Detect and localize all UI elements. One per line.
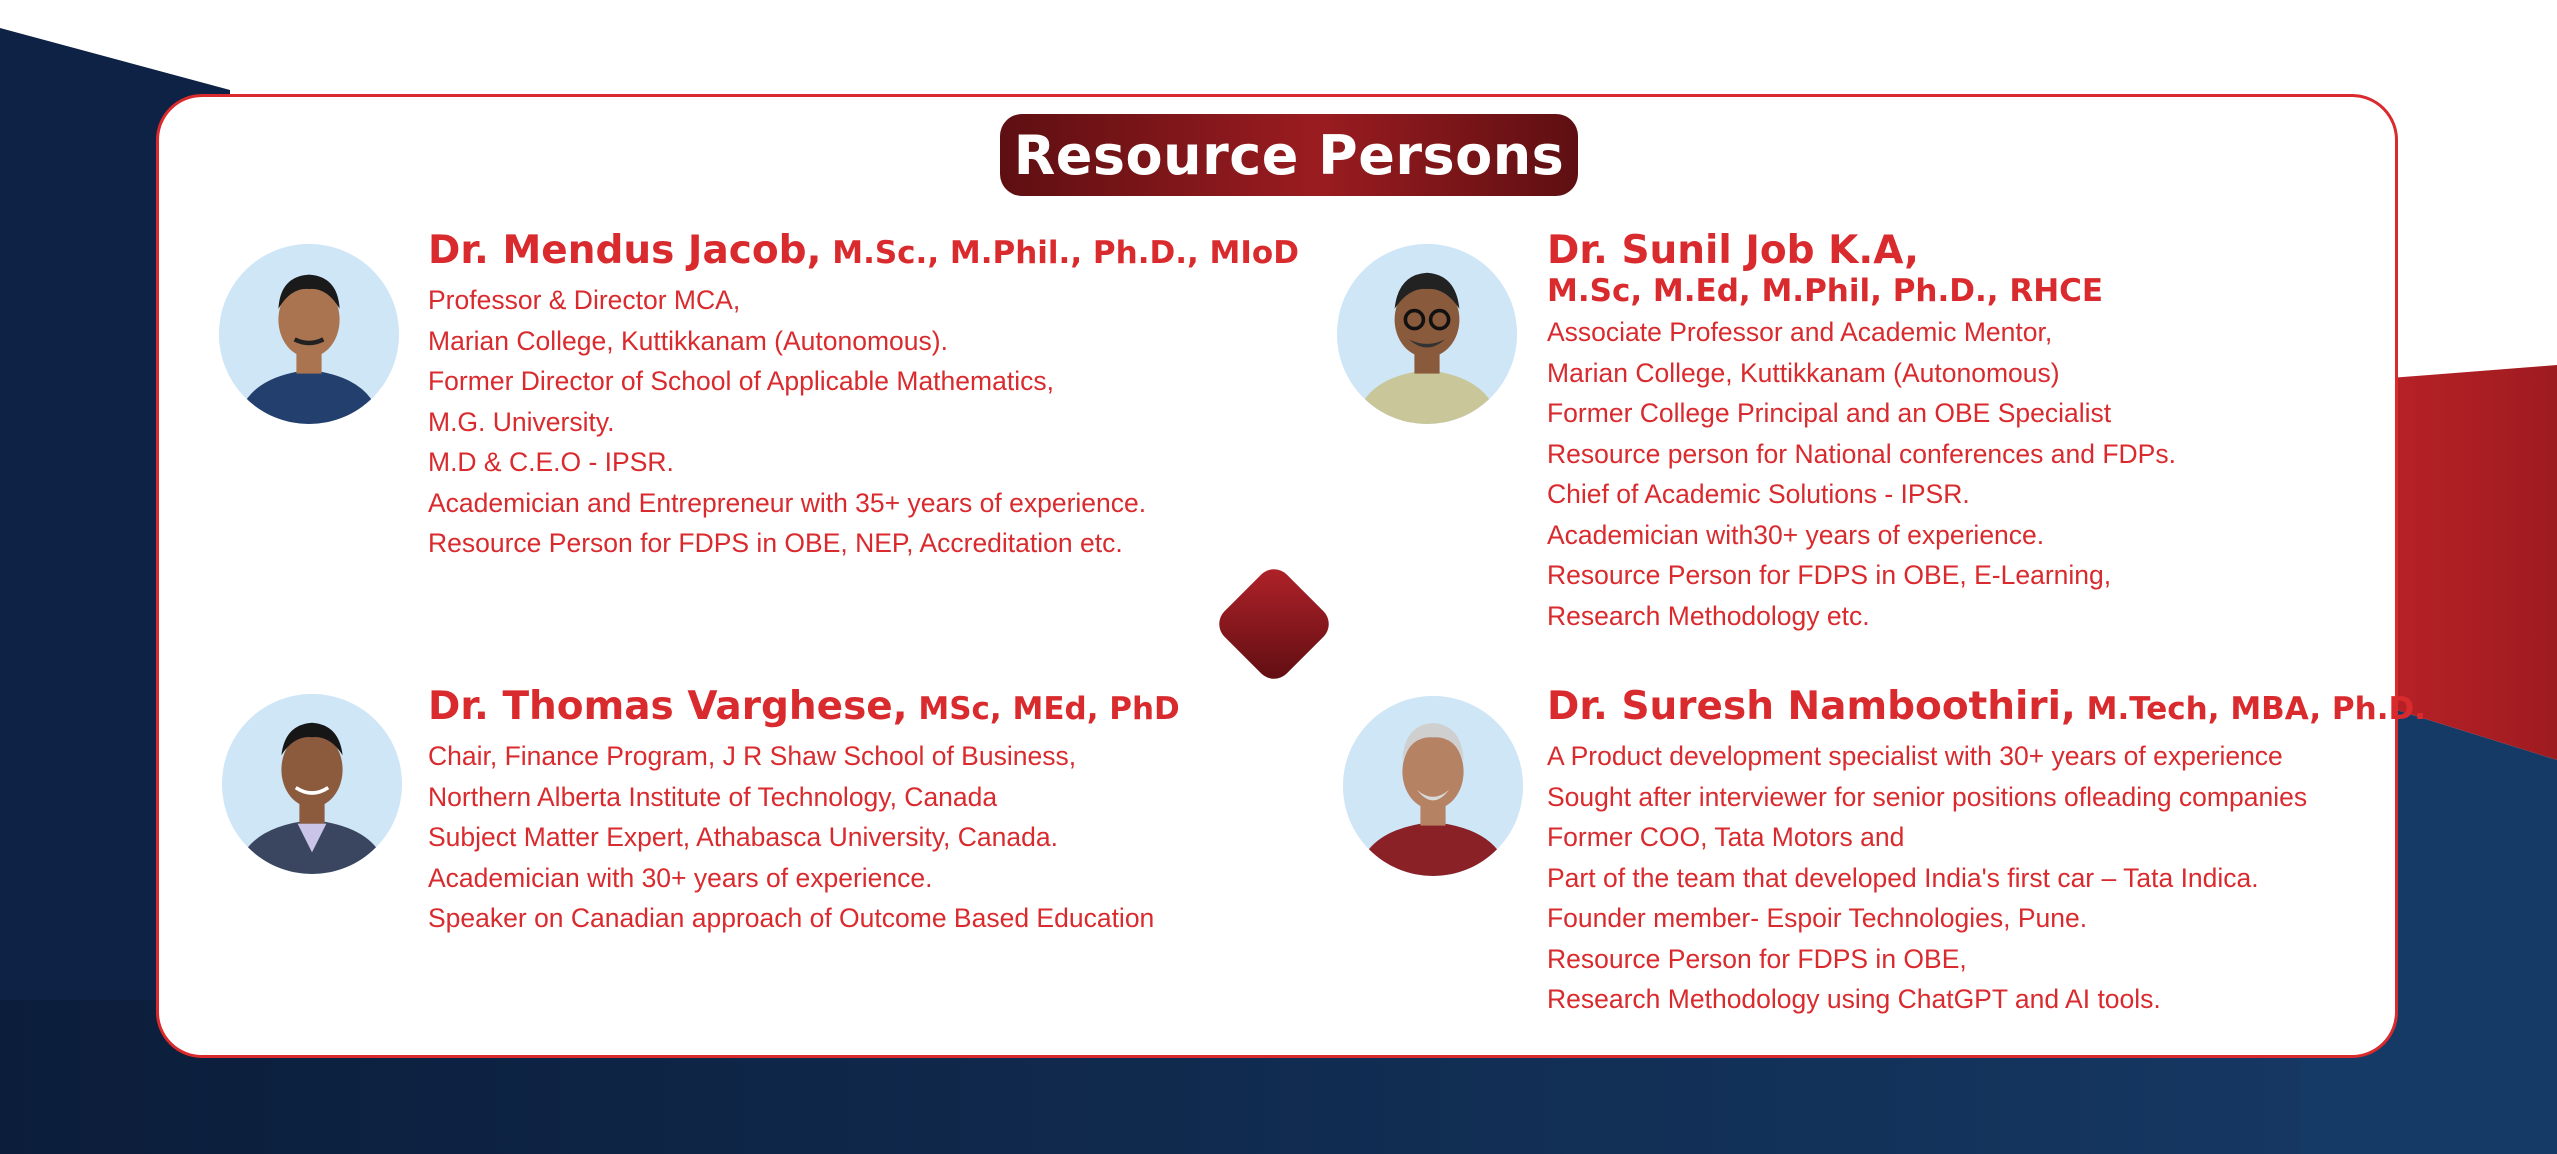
description-line: Speaker on Canadian approach of Outcome Based Education — [428, 903, 1155, 933]
description-line: A Product development specialist with 30+ years of experience — [1547, 741, 2283, 771]
description-line: Chief of Academic Solutions - IPSR. — [1547, 479, 1970, 509]
description-line: Research Methodology etc. — [1547, 600, 1870, 631]
description-line: Academician with 30+ years of experience. — [428, 862, 933, 893]
description-line: Marian College, Kuttikkanam (Autonomous) — [1547, 357, 2060, 388]
person-name: Dr. Suresh Namboothiri, — [1547, 684, 2076, 729]
description-line: Marian College, Kuttikkanam (Autonomous). — [428, 325, 948, 356]
person-description — [428, 736, 1180, 939]
portrait-photo-icon — [219, 244, 399, 424]
description-line: Sought after interviewer for senior positions ofleading companies — [1547, 781, 2308, 812]
title-badge — [1000, 114, 1578, 196]
description-line: Resource Person for FDPS in OBE, NEP, Accreditation etc. — [428, 528, 1123, 558]
description-line: M.G. University. — [428, 406, 615, 437]
description-line: Northern Alberta Institute of Technology, Canada — [428, 781, 998, 812]
description-line: Part of the team that developed India's first car – Tata Indica. — [1547, 862, 2259, 893]
person-qualifications: M.Sc., M.Phil., Ph.D., MIoD — [821, 235, 1299, 271]
person-name: Dr. Mendus Jacob, — [428, 228, 822, 273]
resource-person-card — [428, 228, 1299, 564]
person-description — [1547, 736, 2426, 1020]
portrait-photo-icon — [1337, 244, 1517, 424]
description-line: Former College Principal and an OBE Specialist — [1547, 398, 2112, 428]
person-description — [1547, 312, 2176, 636]
person-qualifications: M.Tech, MBA, Ph.D. — [2075, 691, 2427, 727]
portrait-photo-icon — [1343, 696, 1523, 876]
person-name-line — [1547, 228, 2176, 274]
description-line: Founder member- Espoir Technologies, Pune. — [1547, 903, 2088, 933]
description-line: Research Methodology using ChatGPT and AI tools. — [1547, 984, 2161, 1014]
person-name-line — [428, 228, 1299, 276]
description-line: Former COO, Tata Motors and — [1547, 822, 1905, 852]
description-line: Academician and Entrepreneur with 35+ years of experience. — [428, 487, 1147, 518]
person-qualifications: M.Sc, M.Ed, M.Phil, Ph.D., RHCE — [1547, 273, 2104, 309]
description-line: Chair, Finance Program, J R Shaw School of Business, — [428, 741, 1077, 771]
description-line: Professor & Director MCA, — [428, 285, 741, 315]
description-line: Resource person for National conferences and FDPs. — [1547, 438, 2176, 469]
person-name-line — [1547, 684, 2426, 732]
description-line: Resource Person for FDPS in OBE, E-Learning, — [1547, 560, 2112, 590]
resource-person-card — [428, 684, 1180, 939]
resource-person-card — [1547, 228, 2176, 636]
person-name: Dr. Sunil Job K.A, — [1547, 228, 1919, 273]
person-name-line — [428, 684, 1180, 732]
description-line: Resource Person for FDPS in OBE, — [1547, 943, 1967, 974]
person-name: Dr. Thomas Varghese, — [428, 684, 908, 729]
description-line: Academician with30+ years of experience. — [1547, 519, 2045, 550]
description-line: Associate Professor and Academic Mentor, — [1547, 317, 2053, 347]
person-description — [428, 280, 1299, 564]
page-title: Resource Persons — [1013, 123, 1565, 187]
description-line: Subject Matter Expert, Athabasca University, Canada. — [428, 822, 1058, 852]
description-line: M.D & C.E.O - IPSR. — [428, 447, 674, 477]
resource-person-card — [1547, 684, 2426, 1020]
description-line: Former Director of School of Applicable Mathematics, — [428, 366, 1054, 396]
person-qualifications: MSc, MEd, PhD — [907, 691, 1180, 727]
portrait-photo-icon — [222, 694, 402, 874]
